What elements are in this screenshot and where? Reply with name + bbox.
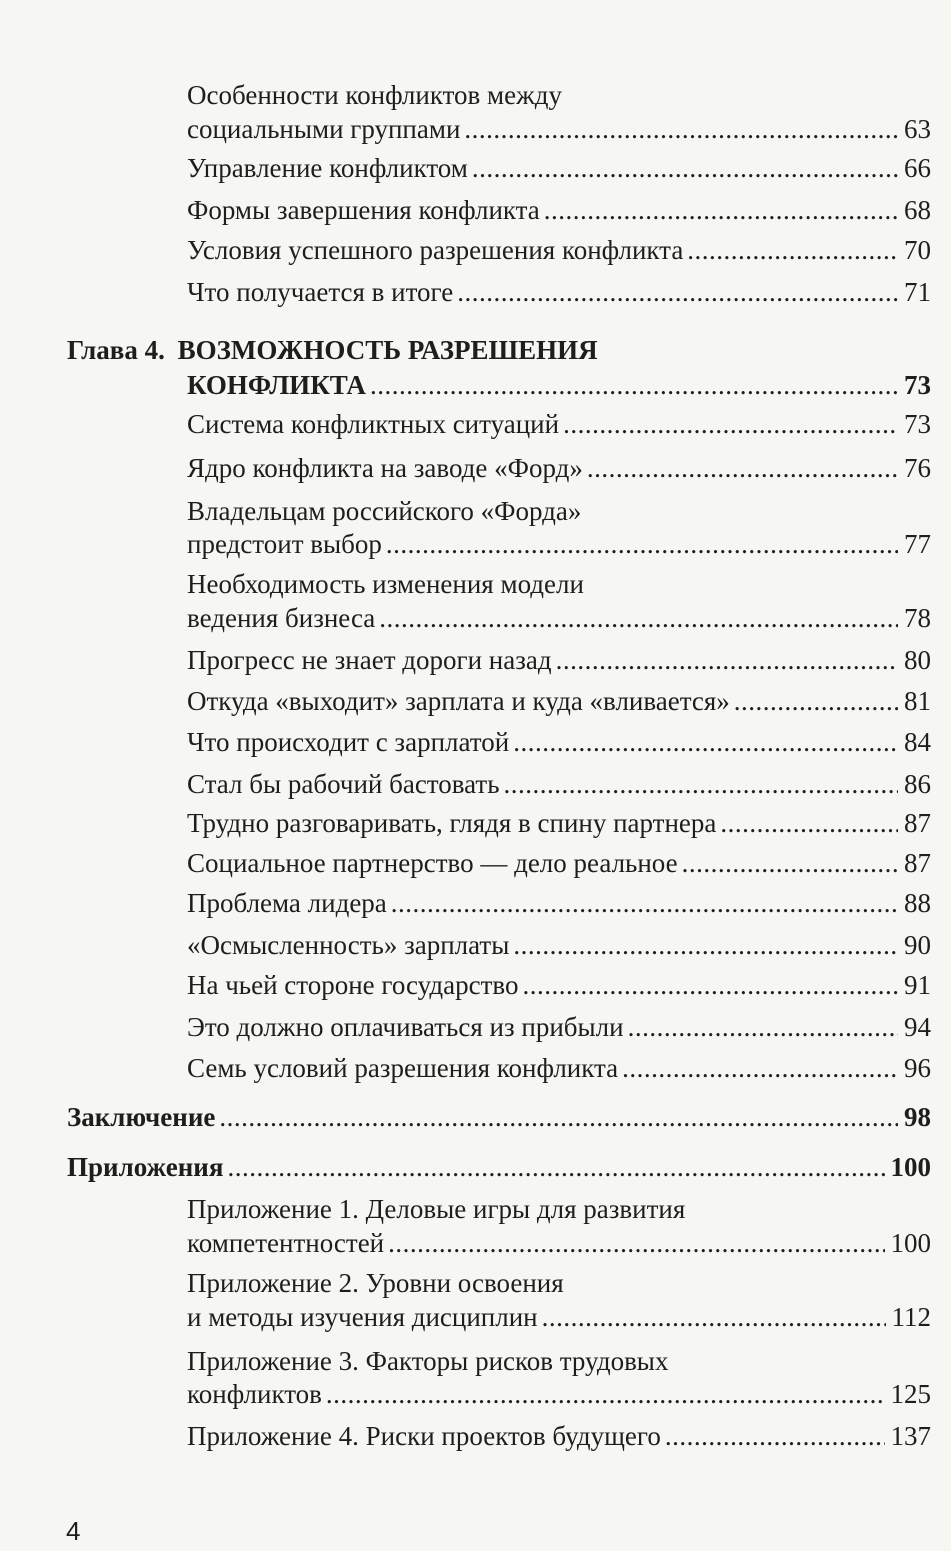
entry-title: На чьей стороне государство — [187, 970, 519, 1000]
entry-title: Приложения — [67, 1152, 224, 1182]
entry-title-line: Приложение 3. Факторы рисков трудовых — [187, 1346, 669, 1376]
leader-dots — [326, 1377, 885, 1411]
leader-dots — [386, 527, 898, 561]
leader-dots — [628, 1010, 898, 1044]
page-number: 87 — [904, 848, 931, 878]
page-number: 90 — [904, 930, 931, 960]
page-number: 100 — [890, 1152, 931, 1182]
entry-title: Стал бы рабочий бастовать — [187, 769, 500, 799]
entry-title: Система конфликтных ситуаций — [187, 409, 560, 439]
page-number: 86 — [904, 769, 931, 799]
entry-title-line: ведения бизнеса — [187, 603, 376, 633]
leader-dots — [665, 1419, 885, 1453]
page-number: 112 — [891, 1302, 931, 1332]
entry-title: Семь условий разрешения конфликта — [187, 1053, 619, 1083]
leader-dots — [542, 1300, 886, 1334]
entry-title: Что получается в итоге — [187, 277, 454, 307]
page-number: 84 — [904, 727, 931, 757]
page-number: 125 — [890, 1379, 931, 1409]
leader-dots — [504, 767, 898, 801]
entry-title: Условия успешного разрешения конфликта — [187, 235, 684, 265]
leader-dots — [227, 1150, 884, 1184]
entry-title: Формы завершения конфликта — [187, 195, 540, 225]
page-number: 96 — [904, 1053, 931, 1083]
entry-title: Заключение — [67, 1102, 216, 1132]
leader-dots — [457, 275, 898, 309]
leader-dots — [523, 968, 899, 1002]
page-number: 76 — [904, 453, 931, 483]
entry-title-line: социальными группами — [187, 114, 461, 144]
page-folio: 4 — [66, 1516, 81, 1546]
entry-title-line: Приложение 1. Деловые игры для развития — [187, 1194, 686, 1224]
leader-dots — [544, 193, 898, 227]
leader-dots — [563, 407, 898, 441]
page-number: 77 — [904, 529, 931, 559]
leader-dots — [720, 806, 898, 840]
page-number: 87 — [904, 808, 931, 838]
page-number: 137 — [890, 1421, 931, 1451]
leader-dots — [513, 928, 898, 962]
leader-dots — [622, 1051, 898, 1085]
leader-dots — [513, 725, 898, 759]
page-number: 88 — [904, 888, 931, 918]
chapter-title-line: КОНФЛИКТА — [187, 370, 366, 400]
entry-title-line: предстоит выбор — [187, 529, 382, 559]
entry-title: Управление конфликтом — [187, 153, 468, 183]
entry-title: Это должно оплачиваться из прибыли — [187, 1012, 624, 1042]
entry-title: Социальное партнерство — дело реальное — [187, 848, 678, 878]
leader-dots — [379, 601, 898, 635]
chapter-heading — [67, 333, 598, 367]
entry-title: Что происходит с зарплатой — [187, 727, 510, 757]
page-number: 73 — [904, 409, 931, 439]
page-number: 68 — [904, 195, 931, 225]
page-number: 80 — [904, 645, 931, 675]
leader-dots — [391, 886, 898, 920]
entry-title-line: и методы изучения дисциплин — [187, 1302, 538, 1332]
entry-title: Ядро конфликта на заводе «Форд» — [187, 453, 583, 483]
page-number: 71 — [904, 277, 931, 307]
leader-dots — [734, 684, 898, 718]
entry-title-line: Особенности конфликтов между — [187, 80, 563, 110]
entry-title-line: конфликтов — [187, 1379, 322, 1409]
entry-title: Трудно разговаривать, глядя в спину партнера — [187, 808, 717, 838]
page-number: 78 — [904, 603, 931, 633]
entry-title-line: компетентностей — [187, 1228, 385, 1258]
leader-dots — [370, 368, 898, 402]
page-number: 94 — [904, 1012, 931, 1042]
leader-dots — [388, 1226, 884, 1260]
page-number: 63 — [904, 114, 931, 144]
page-number: 66 — [904, 153, 931, 183]
entry-title-line: Приложение 2. Уровни освоения — [187, 1268, 564, 1298]
page-number: 98 — [904, 1102, 931, 1132]
page-number: 70 — [904, 235, 931, 265]
entry-title: Приложение 4. Риски проектов будущего — [187, 1421, 661, 1451]
leader-dots — [682, 846, 898, 880]
entry-title: Прогресс не знает дороги назад — [187, 645, 552, 675]
entry-title-line: Владельцам российского «Форда» — [187, 496, 582, 526]
leader-dots — [219, 1100, 898, 1134]
entry-title: «Осмысленность» зарплаты — [187, 930, 510, 960]
entry-title: Проблема лидера — [187, 888, 387, 918]
page-number: 100 — [890, 1228, 931, 1258]
entry-title-line: Необходимость изменения модели — [187, 569, 584, 599]
leader-dots — [472, 151, 898, 185]
page-number: 81 — [904, 686, 931, 716]
chapter-title-line: ВОЗМОЖНОСТЬ РАЗРЕШЕНИЯ — [177, 335, 598, 365]
leader-dots — [687, 233, 898, 267]
leader-dots — [556, 643, 898, 677]
page-number: 91 — [904, 970, 931, 1000]
page-number: 73 — [904, 370, 931, 400]
chapter-label: Глава 4. — [67, 335, 165, 365]
entry-title: Откуда «выходит» зарплата и куда «вливается» — [187, 686, 730, 716]
leader-dots — [587, 451, 898, 485]
leader-dots — [464, 112, 898, 146]
